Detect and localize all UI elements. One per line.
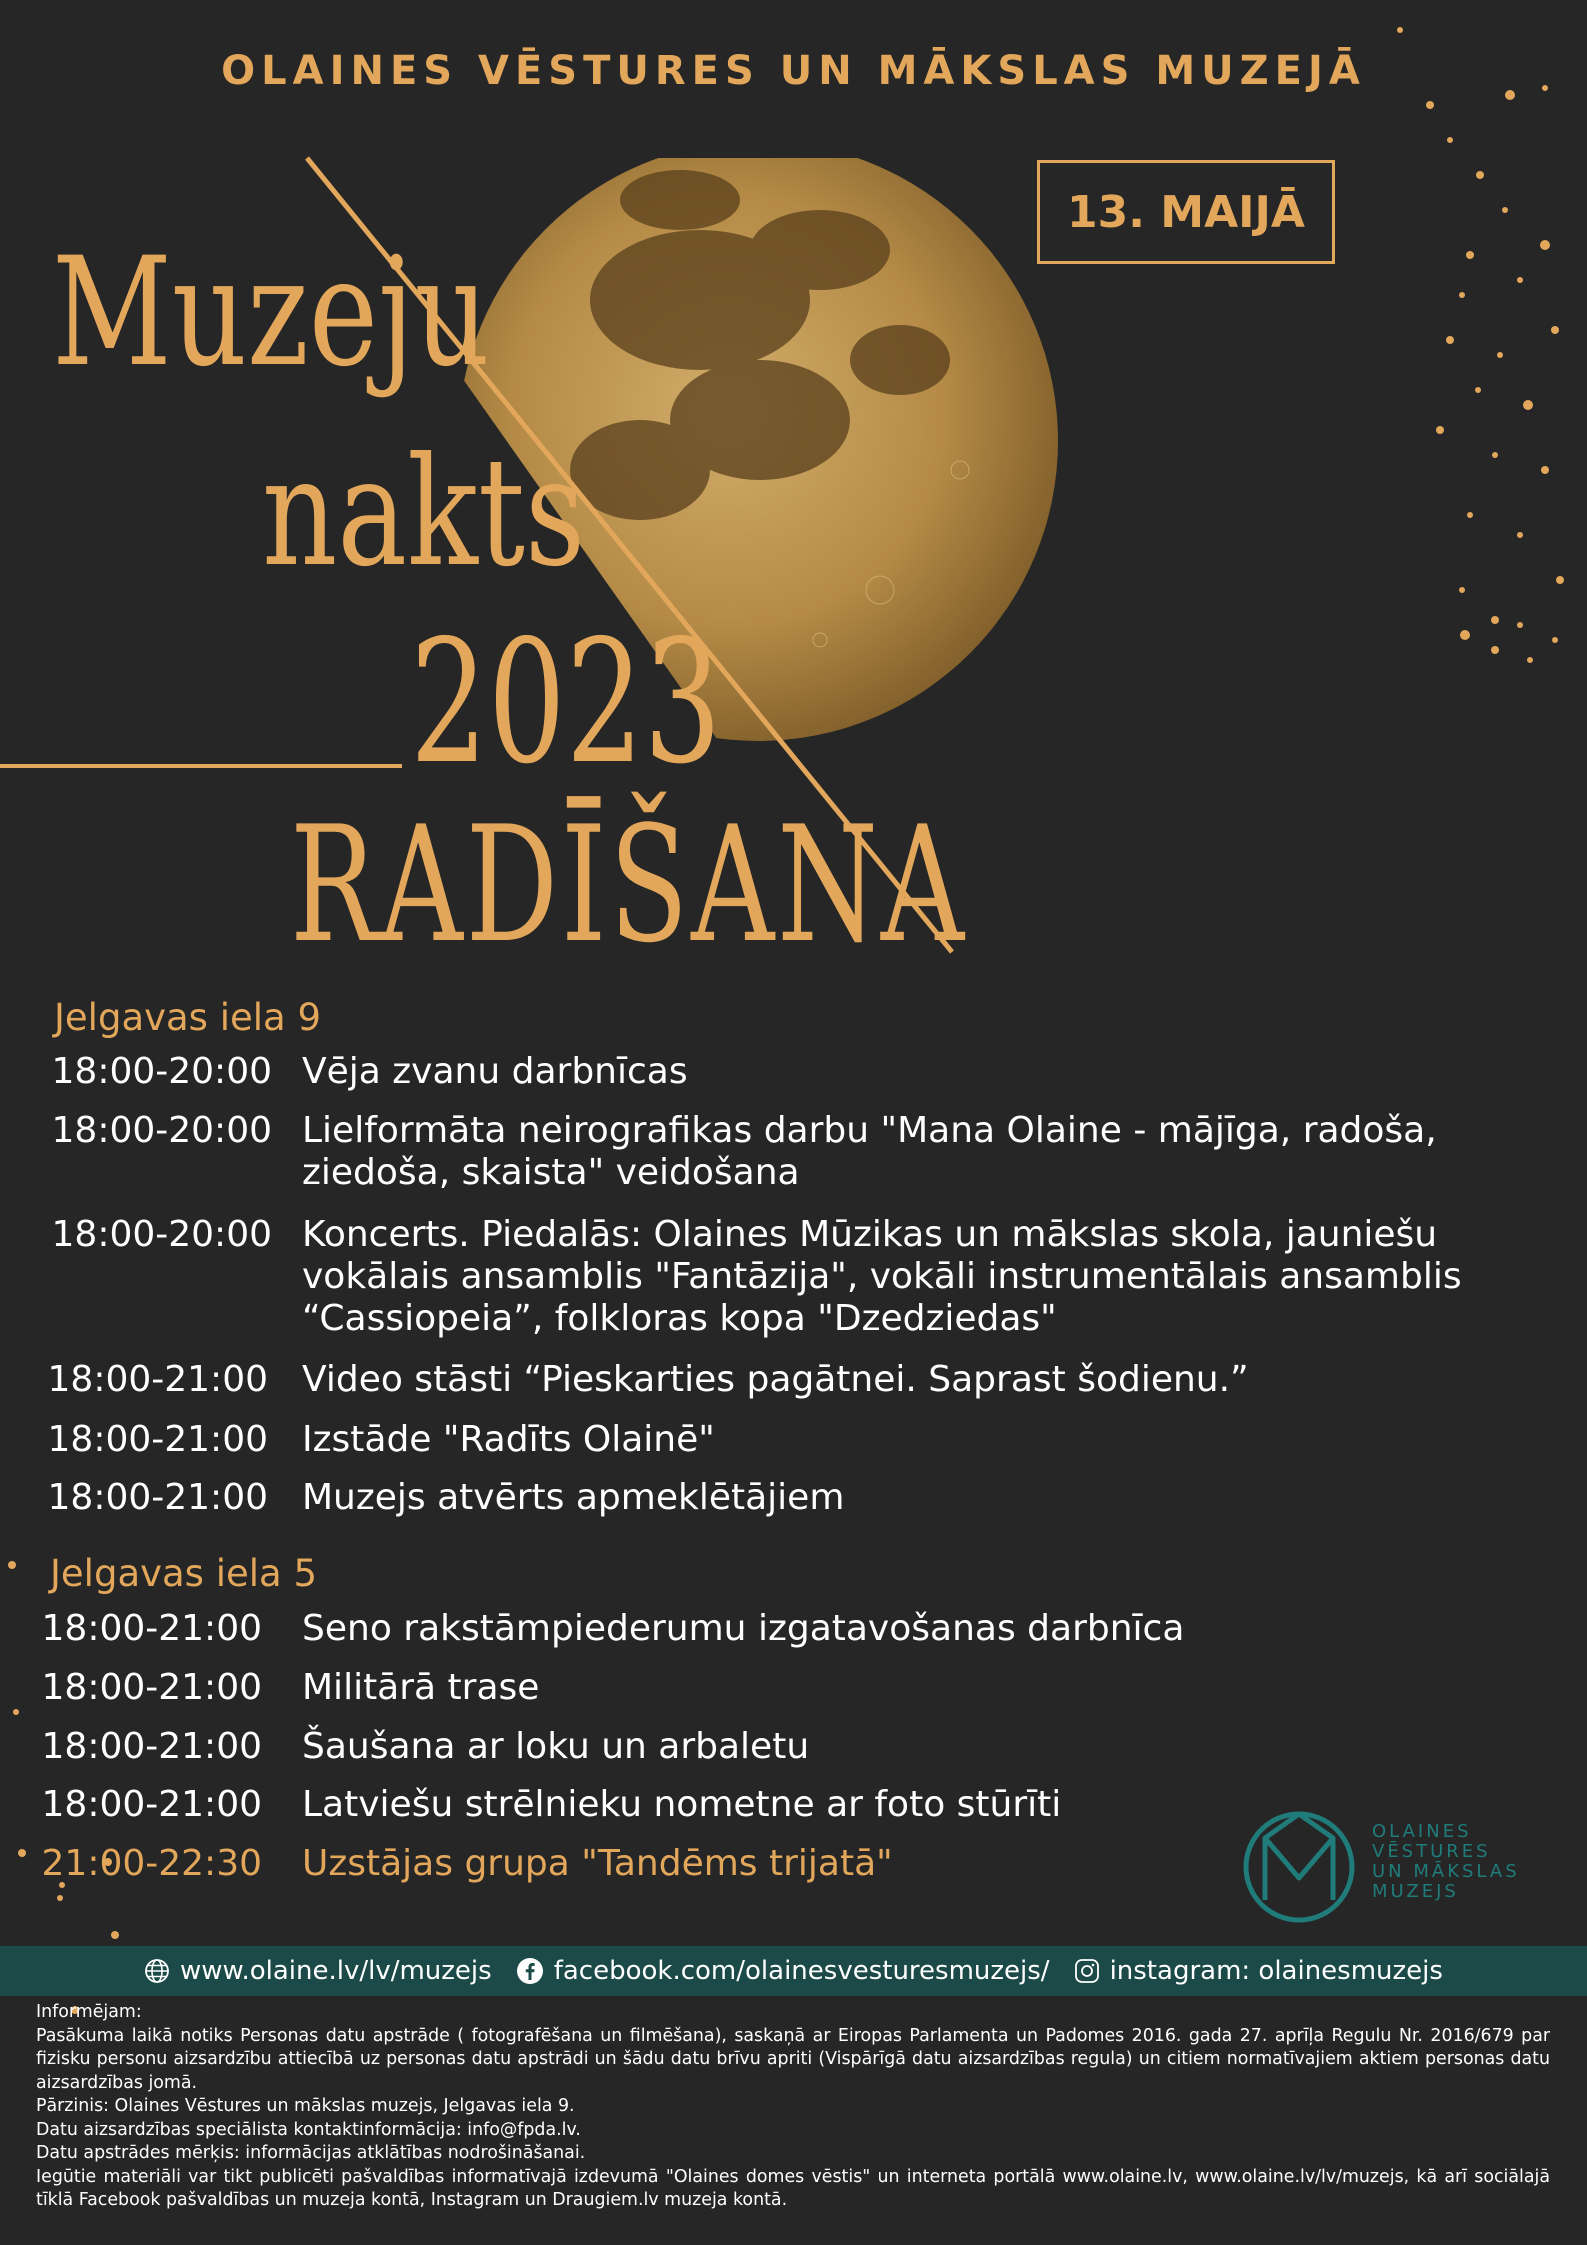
row-time: 21:00-22:30 xyxy=(41,1843,262,1884)
globe-icon xyxy=(144,1958,170,1984)
row-time: 18:00-20:00 xyxy=(51,1051,272,1092)
row-activity: Šaušana ar loku un arbaletu xyxy=(302,1726,810,1767)
row-time: 18:00-21:00 xyxy=(41,1667,262,1708)
row-activity: Vēja zvanu darbnīcas xyxy=(302,1051,688,1092)
section-heading-jelgavas-9: Jelgavas iela 9 xyxy=(54,996,322,1039)
facebook-icon xyxy=(516,1957,544,1985)
logo-line: OLAINES xyxy=(1372,1821,1472,1842)
row-activity: Lielformāta neirografikas darbu "Mana Olaine - mājīga, radoša, ziedoša, skaista" veidošana xyxy=(302,1110,1437,1193)
logo-line: UN MĀKSLAS xyxy=(1372,1861,1520,1882)
schedule-row xyxy=(0,1359,1512,1401)
notice-line: Datu aizsardzības speciālista kontaktinformācija: info@fpda.lv. xyxy=(36,2119,581,2140)
instagram-link[interactable] xyxy=(1074,1956,1443,1986)
row-time: 18:00-21:00 xyxy=(41,1784,262,1825)
section-heading-jelgavas-5: Jelgavas iela 5 xyxy=(50,1552,318,1595)
event-date: 13. MAIJĀ xyxy=(1037,160,1335,264)
row-activity: Uzstājas grupa "Tandēms trijatā" xyxy=(302,1843,893,1884)
row-activity: Latviešu strēlnieku nometne ar foto stūrīti xyxy=(302,1784,1062,1825)
row-activity: Militārā trase xyxy=(302,1667,540,1708)
schedule-row xyxy=(0,1667,1512,1709)
privacy-notice xyxy=(36,2001,1550,2213)
logo-line: MUZEJS xyxy=(1372,1881,1459,1902)
row-time: 18:00-21:00 xyxy=(47,1477,268,1518)
logo-text xyxy=(1372,1822,1520,1902)
facebook-text: facebook.com/olainesvesturesmuzejs/ xyxy=(553,1956,1050,1986)
title-line-1: Muzeju xyxy=(52,226,490,400)
row-activity: Koncerts. Piedalās: Olaines Mūzikas un mākslas skola, jauniešu vokālais ansamblis "Fantāzija", vokāli instrumentālais ansamblis “Cassiopeia”, folkloras kopa "Dzedziedas" xyxy=(302,1214,1462,1339)
row-time: 18:00-20:00 xyxy=(51,1110,272,1151)
row-time: 18:00-21:00 xyxy=(47,1359,268,1400)
notice-line: Iegūtie materiāli var tikt publicēti pašvaldības informatīvajā izdevumā "Olaines domes vēstis" un interneta portālā www.olaine.lv, www.olaine.lv/lv/muzejs, kā arī sociālajā tīklā Facebook pašvaldības un muzeja kontā, Instagram un Draugiem.lv muzeja kontā. xyxy=(36,2166,1550,2210)
website-link[interactable] xyxy=(144,1956,492,1986)
row-activity: Video stāsti “Pieskarties pagātnei. Saprast šodienu.” xyxy=(302,1359,1249,1400)
logo-line: VĒSTURES xyxy=(1372,1841,1491,1862)
schedule-row xyxy=(0,1726,1512,1768)
notice-line: Datu apstrādes mērķis: informācijas atklātības nodrošināšanai. xyxy=(36,2143,586,2163)
title-year: 2023 xyxy=(410,604,722,802)
title-theme: RADĪŠANA xyxy=(290,791,967,978)
row-activity: Izstāde "Radīts Olainē" xyxy=(302,1419,715,1460)
row-time: 18:00-21:00 xyxy=(41,1726,262,1767)
schedule-row xyxy=(0,1110,1512,1194)
row-activity: Muzejs atvērts apmeklētājiem xyxy=(302,1477,845,1518)
contact-band xyxy=(0,1946,1587,1996)
notice-line: Pārzinis: Olaines Vēstures un mākslas muzejs, Jelgavas iela 9. xyxy=(36,2096,575,2116)
row-time: 18:00-20:00 xyxy=(51,1214,272,1255)
schedule-row xyxy=(0,1051,1512,1093)
instagram-icon xyxy=(1074,1958,1100,1984)
row-activity: Seno rakstāmpiederumu izgatavošanas darbnīca xyxy=(302,1608,1185,1649)
facebook-link[interactable] xyxy=(516,1956,1050,1986)
schedule-row xyxy=(0,1608,1512,1650)
website-text: www.olaine.lv/lv/muzejs xyxy=(180,1956,492,1986)
instagram-text: instagram: olainesmuzejs xyxy=(1109,1956,1443,1986)
museum-logo-icon xyxy=(1240,1808,1358,1926)
row-time: 18:00-21:00 xyxy=(47,1419,268,1460)
notice-line: Informējam: xyxy=(36,2002,142,2022)
row-time: 18:00-21:00 xyxy=(41,1608,262,1649)
notice-line: Pasākuma laikā notiks Personas datu apstrāde ( fotografēšana un filmēšana), saskaņā ar Eiropas Parlamenta un Padomes 2016. gada 27. aprīļa Regulu Nr. 2016/679 par fizisku personu aizsardzību attiecībā uz personas datu apstrādi un šādu datu brīvu apriti (Vispārīgā datu aizsardzības regula) un citiem normatīvajiem aktiem personas datu aizsardzības jomā. xyxy=(36,2025,1550,2093)
schedule-row xyxy=(0,1419,1512,1461)
museum-header: OLAINES VĒSTURES UN MĀKSLAS MUZEJĀ xyxy=(221,48,1366,94)
schedule-row xyxy=(0,1477,1512,1519)
title-line-2: nakts xyxy=(262,426,586,600)
schedule-row xyxy=(0,1214,1512,1340)
